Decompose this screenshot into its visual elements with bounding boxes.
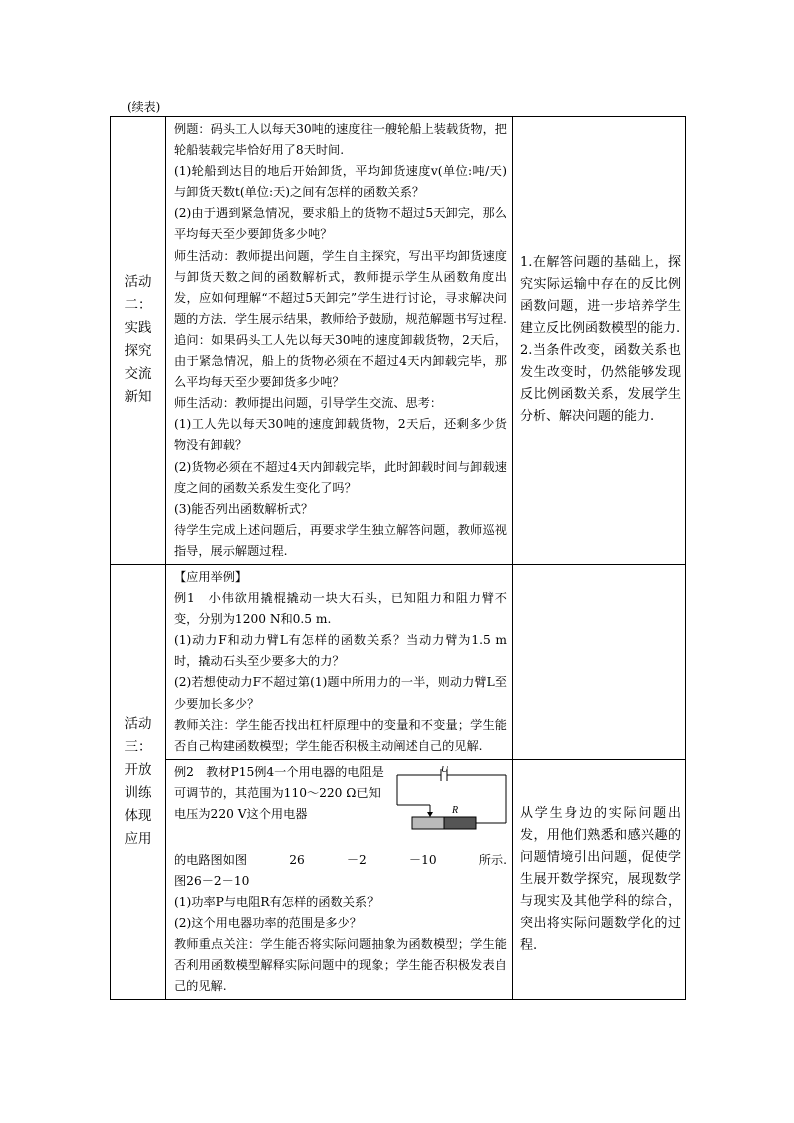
table-row (111, 759, 686, 1000)
table-row (111, 117, 686, 565)
table-row (111, 564, 686, 759)
lesson-table (110, 116, 686, 1000)
paragraph: (1)动力F和动力臂L有怎样的函数关系？当动力臂为1.5 m时，撬动石头至少要多大的力？ (174, 633, 507, 669)
paragraph: (2)这个用电器功率的范围是多少？ (174, 916, 362, 931)
activity-label-cell (111, 117, 166, 565)
paragraph: (2)由于遇到紧急情况，要求船上的货物不超过5天卸完，那么平均每天至少要卸货多少吨？ (174, 206, 507, 242)
paragraph: 待学生完成上述问题后，再要求学生独立解答问题，教师巡视指导，展示解题过程. (174, 522, 507, 558)
design-intent-cell (513, 117, 686, 565)
intent-paragraph: 从学生身边的实际问题出发，用他们熟悉和感兴趣的问题情境引出问题，促使学生展开数学探究，展现数学与现实及其他学科的综合，突出将实际问题数学化的过程. (520, 805, 681, 953)
activity-label: 活动二：实践探究交流新知 (124, 274, 152, 406)
resistor-body (412, 817, 444, 829)
paragraph: 例1 小伟欲用撬棍撬动一块大石头，已知阻力和阻力臂不变，分别为1200 N和0.5 m. (174, 591, 507, 627)
activity-content-cell (166, 117, 513, 565)
paragraph: (2)若想使动力F不超过第(1)题中所用力的一半，则动力臂L至少要加长多少？ (174, 675, 507, 711)
voltage-label: U (441, 765, 449, 775)
figure-caption: 图26－2－10 (174, 873, 250, 888)
paragraph: 教师关注：学生能否找出杠杆原理中的变量和不变量；学生能否自己构建函数模型；学生能否积极主动阐述自己的见解. (174, 717, 507, 753)
activity-label-cell (111, 564, 166, 1000)
circuit-diagram (394, 766, 509, 842)
figure-reference-line: 的电路图如图 26 －2 －10 所示. (174, 852, 507, 867)
paragraph: (1)功率P与电阻R有怎样的函数关系？ (174, 895, 380, 909)
slider-arrow (427, 812, 433, 817)
activity-content-cell (166, 564, 513, 759)
intent-paragraph: 1.在解答问题的基础上，探究实际运输中存在的反比例函数问题，进一步培养学生建立反比例函数模型的能力. (520, 255, 681, 337)
paragraph: 师生活动：教师提出问题，学生自主探究，写出平均卸货速度与卸货天数之间的函数解析式，教师提示学生从函数角度出发，应如何理解“不超过5天卸完”学生进行讨论，寻求解决问题的方法．学生展示结果，教师给予鼓励，规范解题书写过程. (174, 248, 507, 326)
empty-cell (513, 564, 686, 759)
paragraph: 教师重点关注：学生能否将实际问题抽象为函数模型；学生能否利用函数模型解释实际问题中的现象；学生能否积极发表自己的见解. (174, 937, 507, 994)
resistor-body-dark (444, 817, 476, 829)
activity-label: 活动三：开放训练体现应用 (124, 716, 152, 848)
paragraph: 例题：码头工人以每天30吨的速度往一艘轮船上装载货物，把轮船装载完毕恰好用了8天时间. (174, 122, 507, 158)
paragraph: 追问：如果码头工人先以每天30吨的速度卸载货物，2天后，由于紧急情况，船上的货物必须在不超过4天内卸载完毕，那么平均每天至少要卸货多少吨？ (174, 332, 507, 390)
activity-content-cell (166, 759, 513, 1000)
paragraph: (1)轮船到达目的地后开始卸货，平均卸货速度v(单位:吨/天)与卸货天数t(单位:天)之间有怎样的函数关系？ (174, 164, 507, 200)
section-heading: 【应用举例】 (174, 569, 248, 584)
paragraph: (3)能否列出函数解析式？ (174, 501, 314, 516)
paragraph: 师生活动：教师提出问题，引导学生交流、思考： (174, 396, 443, 411)
intent-paragraph: 2.当条件改变，函数关系也发生改变时，仍然能够发现反比例函数关系，发展学生分析、解决问题的能力. (520, 343, 681, 425)
resistor-label: R (452, 804, 459, 816)
paragraph: (2)货物必须在不超过4天内卸载完毕，此时卸载时间与卸载速度之间的函数关系发生变化了吗？ (174, 459, 507, 495)
example-2-text: 例2 教材P15例4一个用电器的电阻是可调节的，其范围为110～220 Ω已知电压为220 V这个用电器 (174, 764, 384, 821)
paragraph: (1)工人先以每天30吨的速度卸载货物，2天后，还剩多少货物没有卸载？ (174, 417, 507, 453)
example-2-block (166, 760, 512, 850)
design-intent-cell (513, 759, 686, 1000)
continued-label: (续表) (127, 100, 161, 114)
